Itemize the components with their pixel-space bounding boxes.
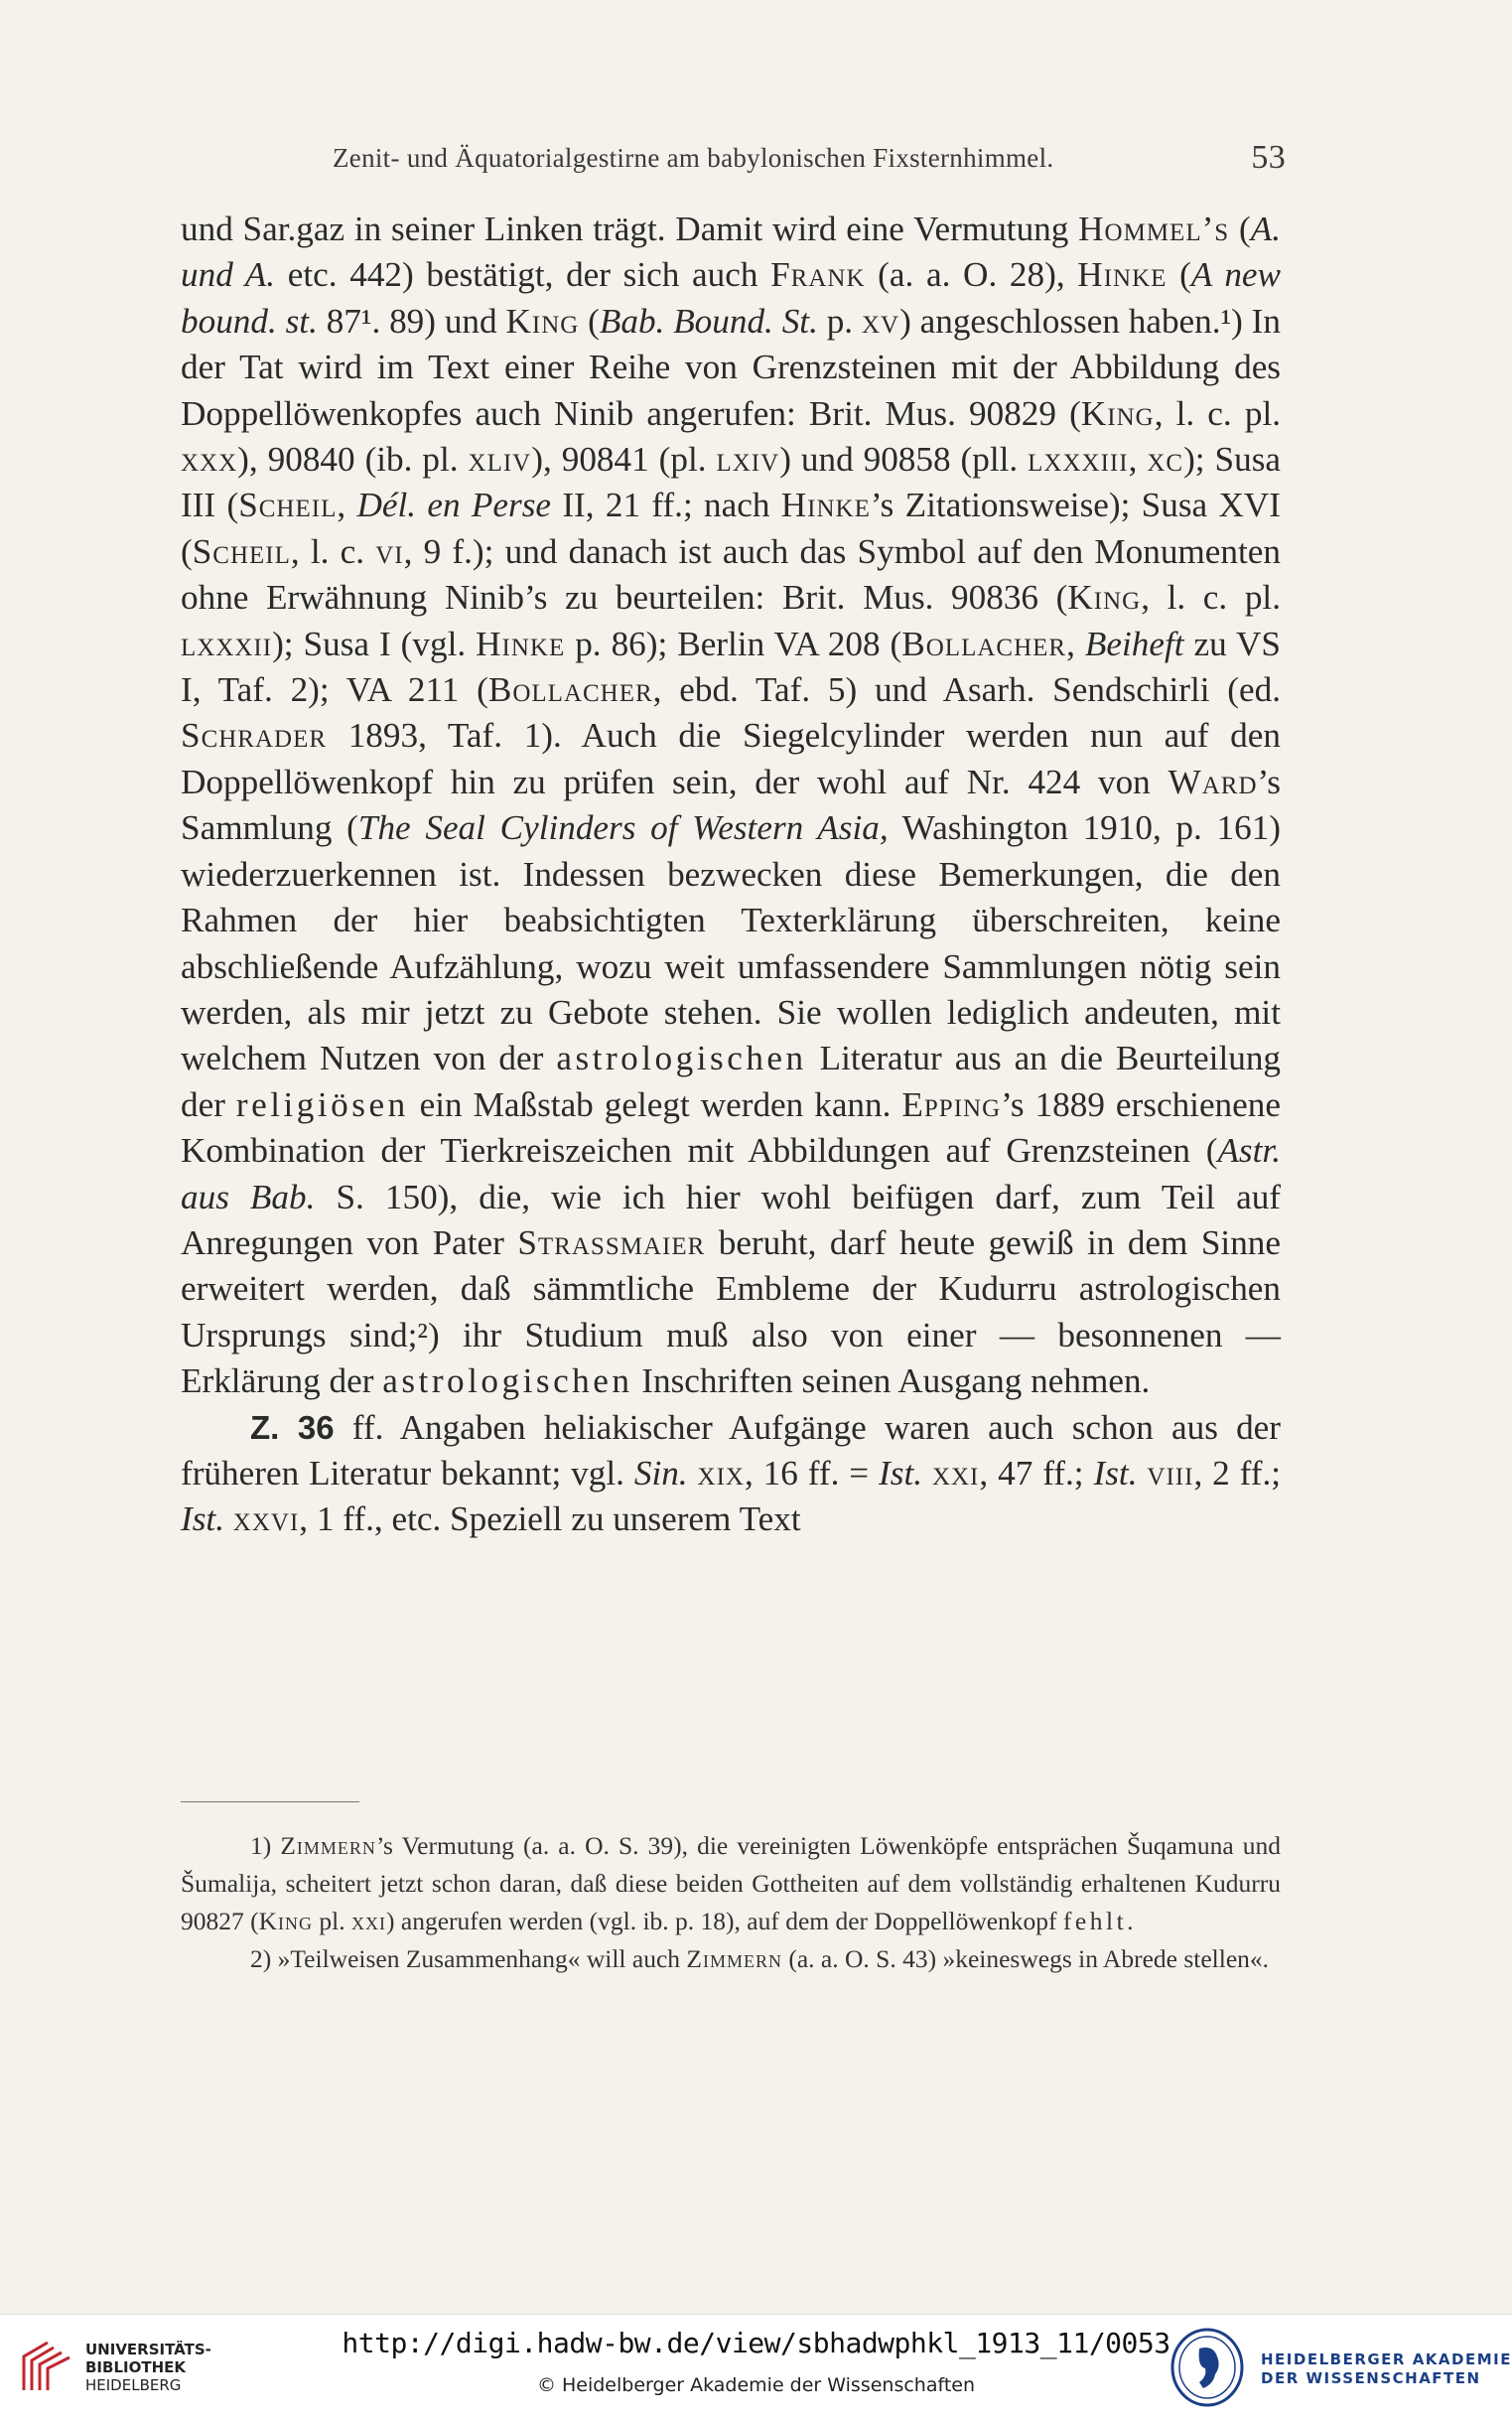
viewer-footer [0,2314,1512,2421]
spaced-emphasis: astrologischen [556,1039,807,1078]
roman-numeral: xxi [351,1907,387,1935]
roman-numeral: xc [1147,440,1184,480]
paragraph-2: Z. 36 ff. Angaben heliakischer Aufgänge waren auch schon aus der früheren Literatur bekannt; vgl. Sin. xix, 16 ff. = Ist. xxi, 47 ff.; Ist. viii, 2 ff.; Ist. xxvi, 1 ff., etc. Speziell zu unserem Text [181,1407,1282,1539]
main-text [181,207,1281,1543]
roman-numeral: lxxxii [181,624,273,663]
author-name: King [1080,393,1155,433]
spaced-emphasis: astrologischen [382,1361,633,1401]
roman-numeral: lxiv [716,440,780,480]
running-header [184,135,1286,185]
author-name: Bollacher [901,624,1067,663]
work-title: The Seal Cylinders of Western Asia, [357,808,889,848]
author-name: King [505,301,580,341]
work-title: Dél. en Perse [356,486,552,525]
running-title: Zenit- und Äquatorialgestirne am babylonischen Fixsternhimmel. [333,143,1054,173]
work-title: A. und A. [181,210,1281,295]
roman-numeral: viii [1147,1453,1194,1493]
permalink-url[interactable]: http://digi.hadw-bw.de/view/sbhadwphkl_1913_11/0053 [342,2327,1170,2359]
author-name: Hinke [476,624,566,663]
author-name: Hommel’s [1078,210,1230,248]
roman-numeral: xv [861,301,900,341]
roman-numeral: xix [697,1453,745,1493]
author-name: Ward [1168,762,1258,801]
spaced-emphasis: fehlt [1062,1907,1128,1935]
library-name: UNIVERSITÄTS- BIBLIOTHEK HEIDELBERG [85,2341,211,2394]
author-name: King [258,1907,314,1935]
roman-numeral: lxxxiii [1028,440,1129,480]
work-title: Bab. Bound. St. [599,301,818,341]
author-name: King [1067,578,1142,618]
paragraph-1: und Sar.gaz in seiner Linken trägt. Damit wird eine Vermutung Hommel’s (A. und A. etc. 442) bestätigt, der sich auch Frank (a. a. O. 28), Hinke (A new bound. st. 87¹. 89) und King (Bab. Bound. St. p. xv) angeschlossen haben.¹) In der Tat wird im Text einer Reihe von Grenzsteinen mit der Abbildung des Doppellöwenkopfes auch Ninib angerufen: Brit. Mus. 90829 (King, l. c. pl. xxx), 90840 (ib. pl. xliv), 90841 (pl. lxiv) und 90858 (pll. lxxxiii, xc); Susa III (Scheil, Dél. en Perse II, 21 ff.; nach Hinke’s Zitationsweise); Susa XVI (Scheil, l. c. vi, 9 f.); und danach ist auch das Symbol auf den Monumenten ohne Erwähnung Ninib’s zu beurteilen: Brit. Mus. 90836 (King, l. c. pl. lxxxii); Susa I (vgl. Hinke p. 86); Berlin VA 208 (Bollacher, Beiheft zu VS I, Taf. 2); VA 211 (Bollacher, ebd. Taf. 5) und Asarh. Sendschirli (ed. Schrader 1893, Taf. 1). Auch die Siegelcylinder werden nun auf den Doppellöwenkopf hin zu prüfen sein, der wohl auf Nr. 424 von Ward’s Sammlung (The Seal Cylinders of Western Asia, Washington 1910, p. 161) wiederzuerkennen ist. Indessen bezwecken diese Bemerkungen, die den Rahmen der hier beabsichtigten Texterklärung überschreiten, keine abschließende Aufzählung, wozu weit umfassendere Sammlungen nötig sein werden, als mir jetzt zu Gebote stehen. Sie wollen lediglich andeuten, mit welchem Nutzen von der astrologischen Literatur aus an die Beurteilung der religiösen ein Maßstab gelegt werden kann. Epping’s 1889 erschienene Kombination der Tierkreiszeichen mit Abbildungen auf Grenzsteinen (Astr. aus Bab. S. 150), die, wie ich hier wohl beifügen darf, zum Teil auf Anregungen von Pater Strassmaier beruht, darf heute gewiß in dem Sinne erweitert werden, daß sämmtliche Embleme der Kudurru astrologischen Ursprungs sind;²) ihr Studium muß also von einer — besonnenen — Erklärung der astrologischen Inschriften seinen Ausgang nehmen. [181,210,1282,1401]
work-title: Ist. [879,1453,923,1493]
footnote-1: 1) Zimmern’s Vermutung (a. a. O. S. 39), die vereinigten Löwenköpfe entsprächen Šuqamuna und Šumalija, scheitert jetzt schon daran, daß diese beiden Gottheiten auf dem vollständig erhaltenen Kudurru 90827 (King pl. xxi) angerufen werden (vgl. ib. p. 18), auf dem der Doppellöwenkopf fehlt. [181,1831,1281,1935]
academy-seal-icon [1169,2327,1245,2408]
work-title: Ist. [1093,1453,1138,1493]
work-title: Ist. [181,1499,224,1539]
author-name: Frank [770,255,866,295]
roman-numeral: xxi [931,1453,980,1493]
author-name: Hinke [780,486,871,525]
work-title: A new bound. st. [181,255,1281,341]
author-name: Zimmern [280,1831,376,1860]
author-name: Scheil [192,531,291,571]
author-name: Epping [901,1084,1002,1124]
author-name: Scheil [238,486,338,525]
copyright-notice: © Heidelberger Akademie der Wissenschaften [536,2374,976,2396]
roman-numeral: xxx [181,440,238,480]
work-title: Beiheft [1084,624,1184,663]
author-name: Bollacher [487,670,653,710]
line-reference: Z. 36 [250,1408,335,1446]
roman-numeral: xliv [468,440,532,480]
footnote-2: 2) »Teilweisen Zusammenhang« will auch Zimmern (a. a. O. S. 43) »keineswegs in Abrede stellen«. [250,1944,1270,1973]
work-title: Sin. [633,1453,688,1493]
author-name: Hinke [1077,255,1168,295]
author-name: Strassmaier [517,1222,706,1262]
footnote-rule [181,1801,359,1802]
work-title: Astr. aus Bab. [181,1131,1281,1216]
roman-numeral: vi [375,531,404,571]
academy-name: HEIDELBERGER AKADEMIE DER WISSENSCHAFTEN [1261,2350,1512,2387]
roman-numeral: xxvi [232,1499,300,1539]
spaced-emphasis: religiösen [235,1084,409,1124]
page-number: 53 [1251,139,1286,176]
author-name: Schrader [181,716,328,756]
author-name: Zimmern [686,1944,782,1973]
footnotes [181,1827,1281,1978]
